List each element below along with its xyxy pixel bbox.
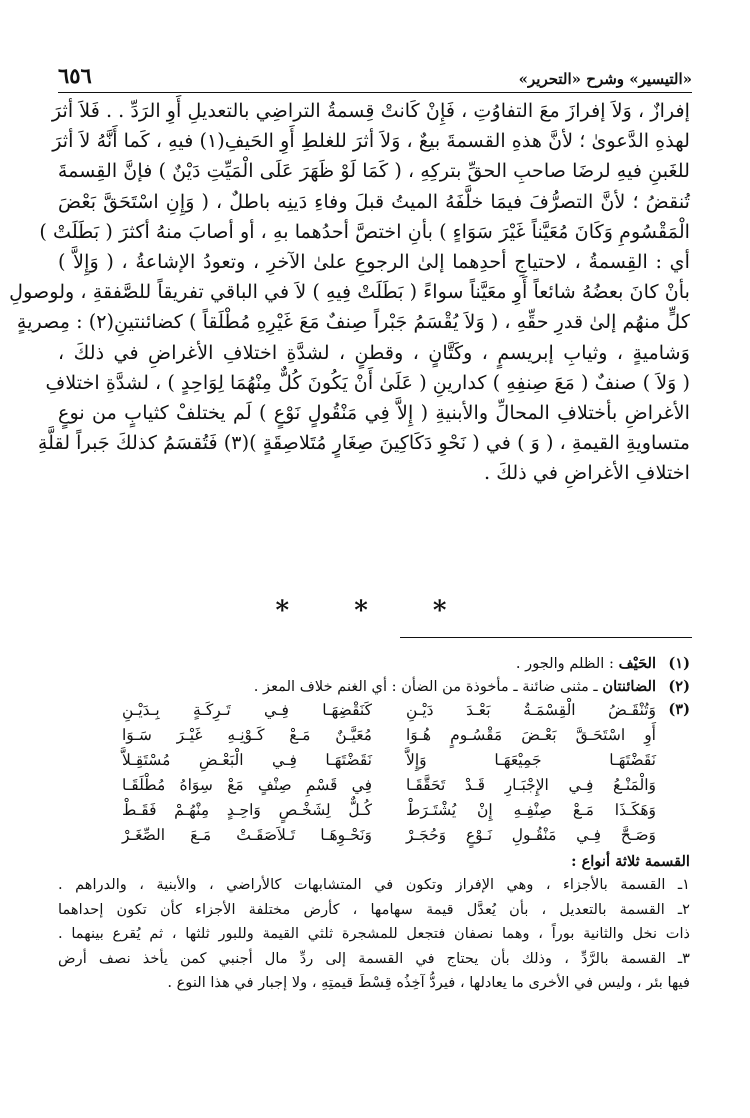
section-separator: * * *: [275, 596, 475, 626]
verse-second-hemistich: نَقَضْتَهَـا فِـي الْبَعْـضِ مُسْتَقِـلاَّ: [122, 751, 372, 769]
footnote-number: (١): [668, 655, 690, 672]
text-line: إفرازٌ ، وَلاَ إفرازَ معَ التفاوُتِ ، فَإِنْ كَانتْ قِسمةُ التراضِي بالتعديلِ أَوِ الرَدِّ . . فَلاَ أثرَ: [51, 99, 690, 122]
verse-first-hemistich: نَقَضْتَهَـا جَمِيْعَهَـا وَإِلاَّ: [406, 751, 656, 769]
poem-verse: [58, 798, 656, 823]
text-line: اختلافِ الأغراضِ في ذلكَ .: [484, 461, 690, 485]
verse-second-hemistich: مُعَيَّـنٌ مَـعْ كَـوْنِـهِ غَيْـرَ سَـوَا: [122, 726, 372, 744]
text-line: للغَبنِ فيهِ لرضَا صاحبِ الحقِّ بتركِهِ ، ( كَمَا لَوْ ظَهَرَ عَلَى الْمَيِّتِ دَيْنٌ ) فإنَّ القِسمةَ: [57, 159, 690, 183]
main-text: [9, 96, 690, 488]
poem-verse: [58, 773, 656, 798]
poem-verse: [58, 698, 656, 723]
verse-first-hemistich: وَهَكَـذَا مَـعْ صِنْفِـهِ إِنْ يُشْتَـرَطْ: [406, 801, 656, 819]
verse-second-hemistich: فِي قَسْمِ صِنْفٍ مَعْ سِوَاهُ مُطْلَقَـا: [122, 776, 372, 794]
verse-first-hemistich: وَالْمَنْـعُ فِـي الإِجْبَـارِ قَـدْ تَحَقَّقَـا: [406, 776, 656, 794]
footnote-text: : الظلم والجور .: [515, 655, 619, 672]
verse-first-hemistich: أَوِ اسْتَحَـقَّ بَعْـضَ مَقْسُـومٍ هُـوَا: [406, 726, 656, 744]
footnote-rule: [400, 637, 692, 638]
footnote-body: [58, 652, 656, 675]
verse-first-hemistich: وَتُنْقَـضُ الْقِسْمَـةُ بَعْـدَ دَيْـنِ: [406, 701, 656, 719]
text-line: أي : القِسمةُ ، لاحتياجِ أحدِهما إلىٰ الرجوعِ علىٰ الآخرِ ، وتعودُ الإشاعةُ ، ( وَإِلاَّ ): [58, 249, 690, 273]
division-line: ٢ـ القسمة بالتعديل ، بأن يُعدَّل قيمة سهامها ، كأرض مختلفة الأجزاء كأن تكون إحداهما: [58, 900, 690, 918]
footnote-number: (٣): [668, 701, 690, 718]
poem-verse: [58, 723, 656, 748]
poem-verse: [58, 823, 656, 848]
division-line: فيها بئر ، وليس في الأخرى ما يعادلها ، فيردُّ آخِذُه قِسْطَ قيمتِهِ ، ولا إجبار في هذا النوع .: [167, 974, 690, 992]
text-line: الْمَقْسُومِ وَكَانَ مُعَيَّناً غَيْرَ سَوَاءٍ ) بأنِ اختصَّ أحدُهما بهِ ، أو أصابَ منهُ أكثرَ ( بَطَلَتْ ): [39, 219, 690, 243]
footnote-1: [58, 652, 690, 675]
text-line: وَشاميةٍ ، وثيابِ إبريسمٍ ، وكَتَّانٍ ، وقطنٍ ، لشدَّةِ اختلافِ الأغراضِ في ذلكَ ،: [58, 340, 690, 364]
footnotes: [58, 652, 690, 996]
running-title: «التيسير» وشرح «التحرير»: [518, 70, 692, 88]
footnote-3-body: [58, 698, 656, 848]
division-list: [58, 873, 690, 996]
division-heading: القسمة ثلاثة أنواع :: [571, 853, 690, 870]
text-line: الأغراضِ بأختلافِ المحالِّ والأبنيةِ ( إِلاَّ فِي مَنْقُولٍ نَوْعٍ ) لَم يختلفْ كثيابٍ من نوعٍ: [58, 400, 690, 424]
footnote-text: ـ مثنى ضائنة ـ مأخوذة من الضأن : أي الغنم خلاف المعز .: [253, 678, 603, 695]
verse-second-hemistich: كُـلٌّ لِشَخْـصٍ وَاحِـدٍ مِنْهُـمْ فَقَـطْ: [122, 801, 372, 819]
division-line: ذات نخل والثانية بوراً ، وهما نصفان فتجعل للمشجرة ثلثي القيمة وللبور ثلثها ، ثم يُقرع بينهما .: [58, 925, 690, 943]
poem-verse: [58, 748, 656, 773]
text-line: متساويةِ القيمةِ ، ( وَ ) في ( نَحْوِ دَكَاكِينَ صِغَارٍ مُتَلاصِقَةٍ )(٣) فَتُقسَمُ كذلكَ جَبراً لقلَّةِ: [37, 431, 690, 455]
footnote-3: [58, 698, 690, 848]
page-header: [58, 56, 692, 93]
footnote-2: [58, 675, 690, 698]
text-line: كلٍّ منهُم إلىٰ قدرِ حقِّهِ ، ( وَلاَ يُقْسَمُ جَبْراً صِنفٌ مَعَ غَيْرِهِ مُطْلَقاً ) كضائنتينِ(٢) : مِصريةٍ: [16, 310, 690, 334]
text-line: تُنقضُ ؛ لأنَّ التصرُّفَ فيمَا خلَّفَهُ الميتُ قبلَ وفاءِ دَينِه باطلٌ ، ( وَإِنِ اسْتَحَقَّ بَعْضَ: [58, 189, 690, 213]
division-line: ١ـ القسمة بالأجزاء ، وهي الإفراز وتكون في المتشابهات كالأراضي ، والأبنية ، والدراهم .: [58, 876, 690, 893]
verse-first-hemistich: وَصَـحَّ فِـي مَنْقُـولِ نَـوْعٍ وَحُجَـرْ: [406, 826, 656, 844]
footnote-term: الحَيْف: [618, 655, 656, 672]
footnote-body: [58, 675, 656, 698]
verse-second-hemistich: وَنَحْـوِهَـا تَـلاَصَقَـتْ مَـعَ الصِّغَـرْ: [122, 826, 372, 844]
footnote-term: الضائنتان: [602, 678, 656, 695]
text-line: لهذهِ الدَّعوىٰ ؛ لأنَّ هذهِ القسمةَ بيعٌ ، وَلاَ أثرَ للغلطِ أَوِ الحَيفِ(١) فيهِ ، كَما أَنَّهُ لاَ أثرَ: [52, 129, 690, 153]
page-number: ٦٥٦: [58, 63, 92, 88]
division-line: ٣ـ القسمة بالرَّدِّ ، وذلك بأن يحتاج في القسمة إلى ردِّ مال أجنبي كمن يأخذ نصف أرض: [58, 949, 690, 967]
text-line: ( وَلاَ ) صنفٌ ( مَعَ صِنفِهِ ) كدارينِ ( عَلَىٰ أَنْ يَكُونَ كُلٌّ مِنْهُمَا لِوَاحِدٍ ) ، لشدَّةِ اختلافِ: [45, 370, 690, 394]
footnote-number: (٢): [668, 678, 690, 695]
text-line: بأنْ كانَ بعضُهُ شائعاً أَوِ معَيَّناً سواءً ( بَطَلَتْ فِيهِ ) لاَ في الباقي تفريقاً للصَّفقةِ ، ولوصولِ: [9, 280, 690, 304]
verse-second-hemistich: كَنَقْضِهَـا فِـي تَـرِكَـةٍ بِـدَيْـنِ: [122, 701, 372, 719]
